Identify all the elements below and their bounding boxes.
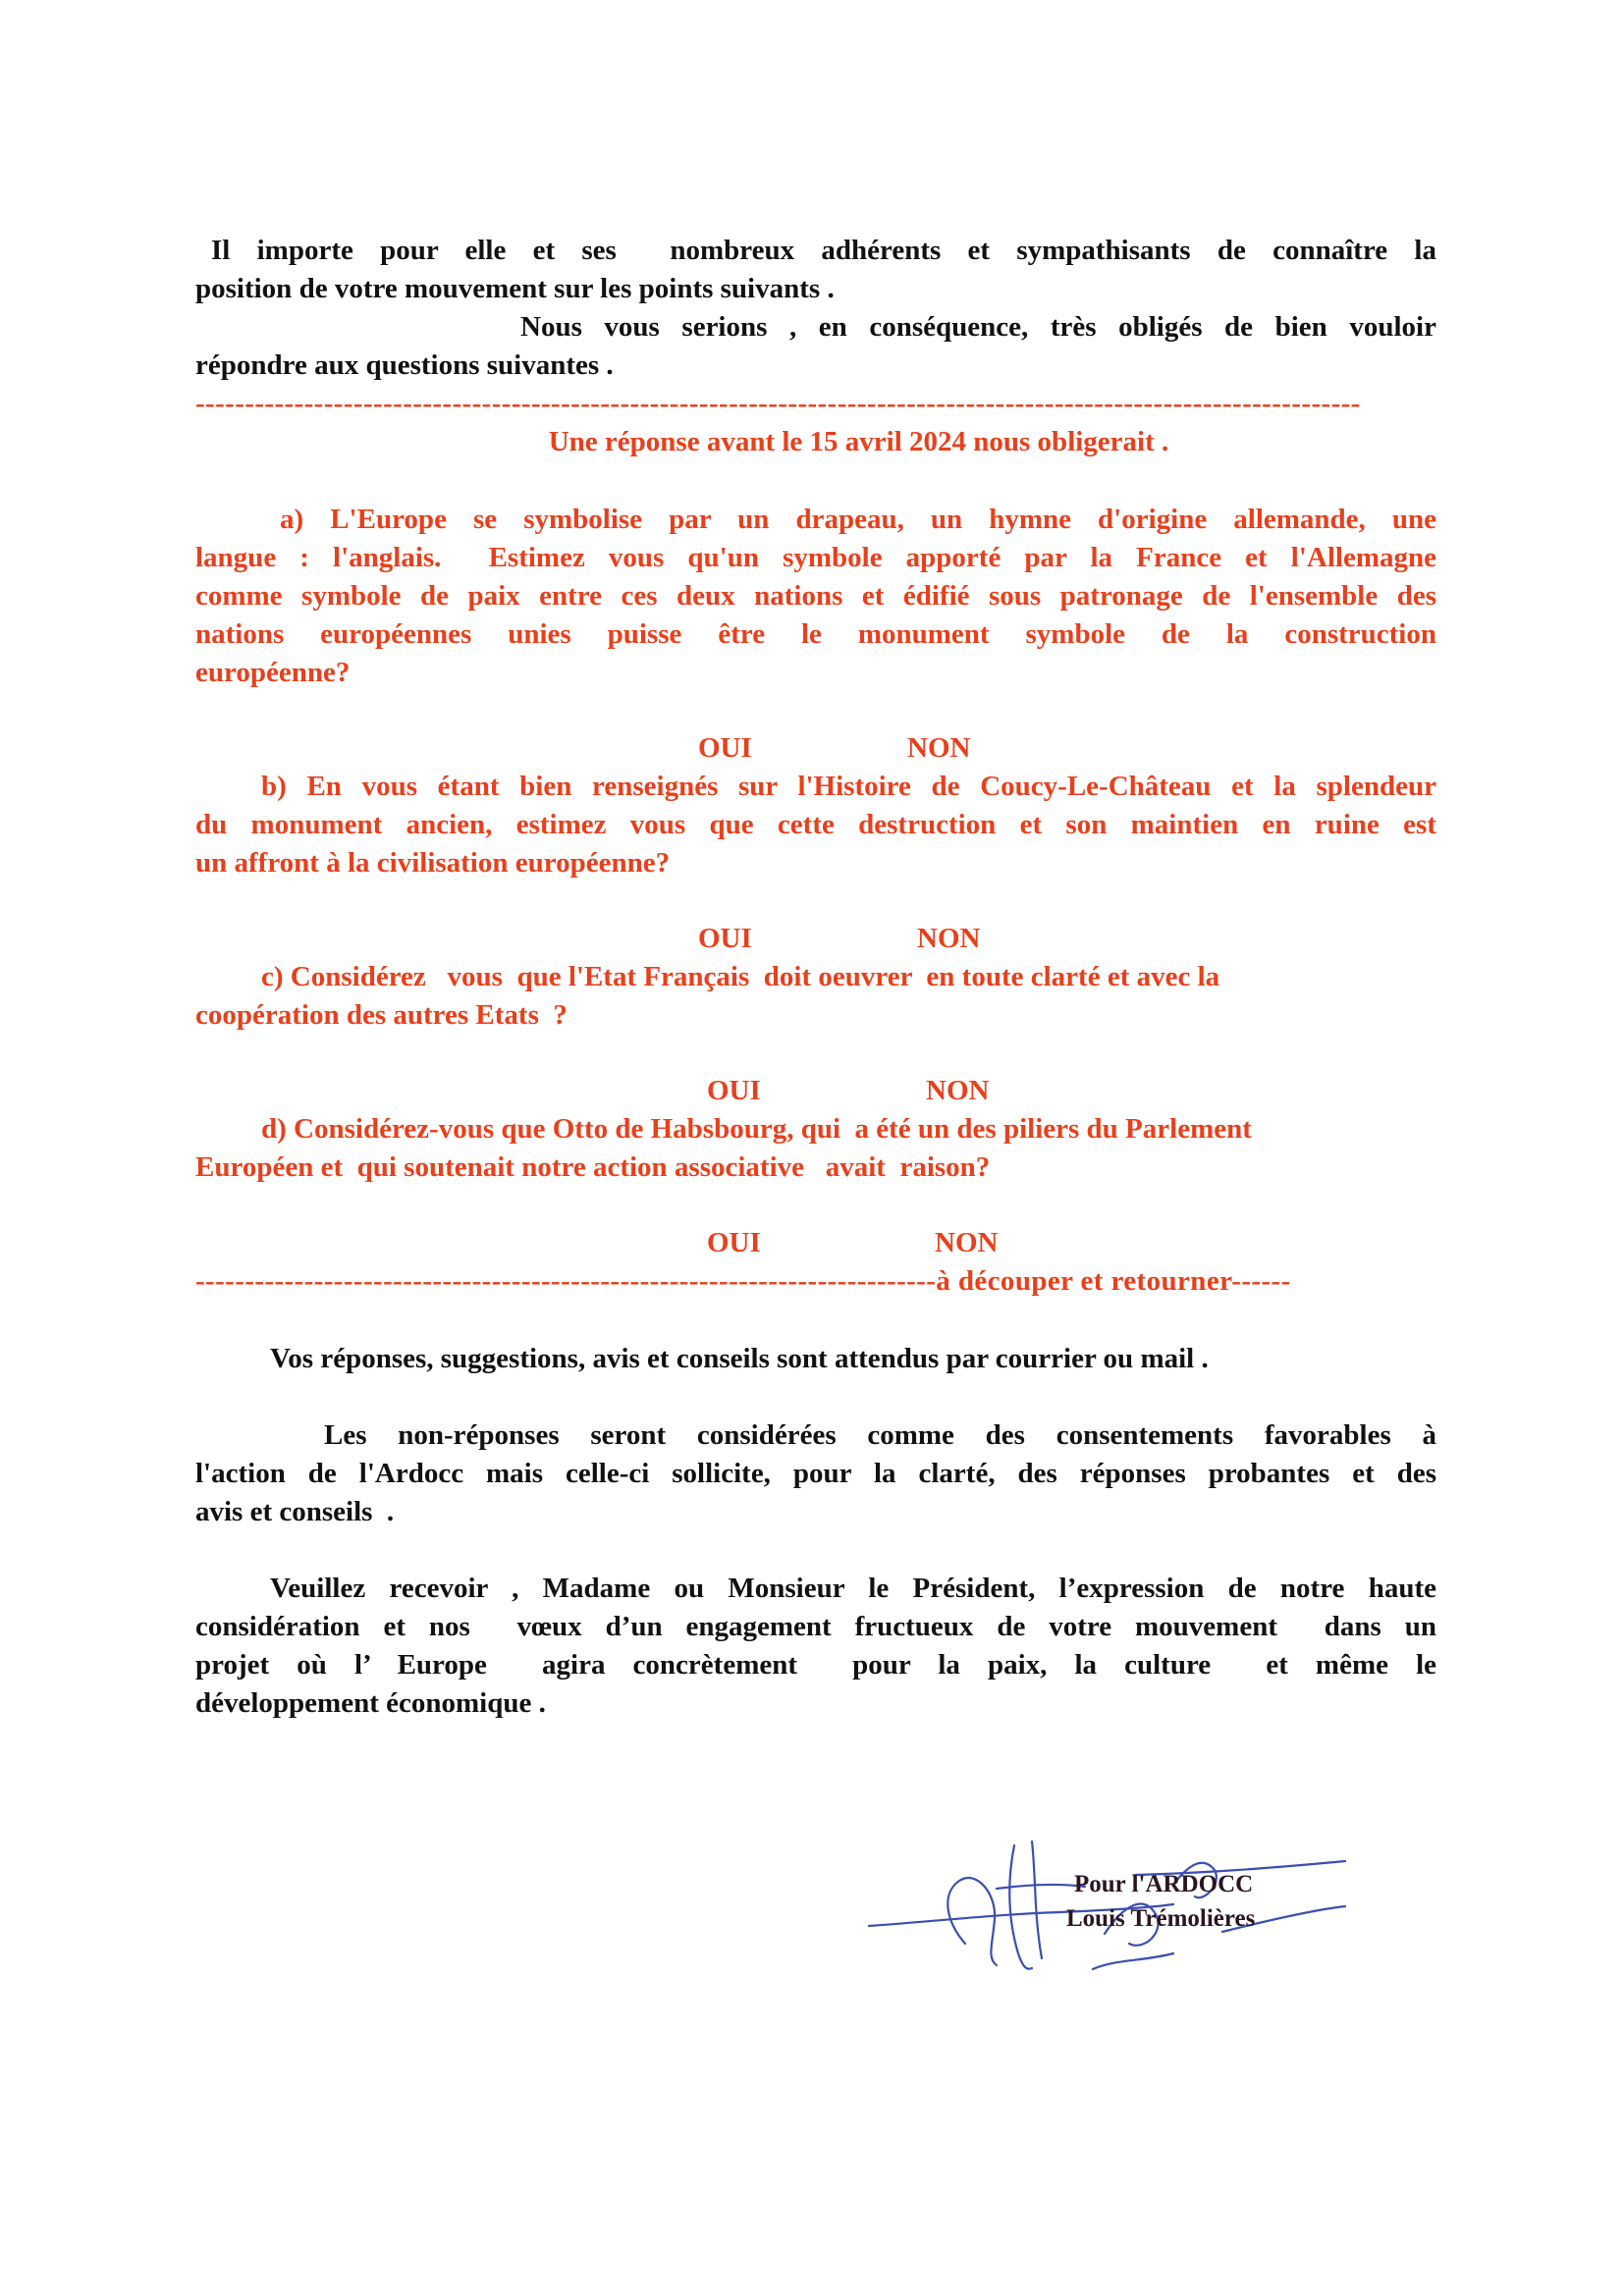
question-a-line-2: langue : l'anglais. Estimez vous qu'un symbole apporté par la France et l'Allemagne	[195, 542, 1436, 573]
signature-block	[849, 1787, 1394, 1998]
intro-line-3: Nous vous serions , en conséquence, très obligés de bien vouloir	[520, 311, 1436, 343]
closing-p2-line-2: l'action de l'Ardocc mais celle-ci sollicite, pour la clarté, des réponses probantes et des	[195, 1458, 1436, 1489]
question-a-line-5: européenne?	[195, 657, 351, 688]
question-a-non-option: NON	[907, 732, 971, 764]
closing-p3-line-1: Veuillez recevoir , Madame ou Monsieur le Président, l’expression de notre haute	[270, 1573, 1436, 1604]
question-b-line-2: du monument ancien, estimez vous que cette destruction et son maintien en ruine est	[195, 809, 1436, 840]
closing-paragraph-1: Vos réponses, suggestions, avis et conseils sont attendus par courrier ou mail .	[270, 1343, 1209, 1374]
question-b-line-1: b) En vous étant bien renseignés sur l'Histoire de Coucy-Le-Château et la splendeur	[261, 771, 1436, 802]
question-b-non-option: NON	[917, 923, 981, 954]
intro-line-1: Il importe pour elle et ses nombreux adhérents et sympathisants de connaître la	[211, 235, 1436, 266]
question-d-non-option: NON	[935, 1227, 999, 1258]
question-b-oui-option: OUI	[698, 923, 752, 954]
closing-p3-line-4: développement économique .	[195, 1687, 546, 1719]
closing-p3-line-3: projet où l’ Europe agira concrètement pour la paix, la culture et même le	[195, 1649, 1436, 1681]
question-a-line-1: a) L'Europe se symbolise par un drapeau, un hymne d'origine allemande, une	[280, 504, 1436, 535]
question-d-line-2: Européen et qui soutenait notre action associative avait raison?	[195, 1151, 991, 1183]
cut-line: ---------------------------------------------------------------------------à découper et retourner------	[195, 1265, 1291, 1297]
question-a-line-4: nations européennes unies puisse être le monument symbole de la construction	[195, 618, 1436, 650]
question-c-line-1: c) Considérez vous que l'Etat Français doit oeuvrer en toute clarté et avec la	[261, 961, 1220, 992]
signature-name: Louis Trémolières	[1066, 1905, 1256, 1932]
question-c-line-2: coopération des autres Etats ?	[195, 999, 568, 1031]
question-d-line-1: d) Considérez-vous que Otto de Habsbourg, qui a été un des piliers du Parlement	[261, 1113, 1252, 1145]
closing-p3-line-2: considération et nos vœux d’un engagement fructueux de votre mouvement dans un	[195, 1611, 1436, 1642]
question-d-oui-option: OUI	[707, 1227, 761, 1258]
question-c-non-option: NON	[926, 1075, 990, 1106]
deadline-notice: Une réponse avant le 15 avril 2024 nous obligerait .	[548, 426, 1169, 457]
intro-line-2: position de votre mouvement sur les points suivants .	[195, 273, 835, 304]
intro-line-4: répondre aux questions suivantes .	[195, 349, 614, 381]
signature-organization: Pour l'ARDOCC	[1074, 1871, 1254, 1897]
question-a-oui-option: OUI	[698, 732, 752, 764]
question-c-oui-option: OUI	[707, 1075, 761, 1106]
closing-p2-line-3: avis et conseils .	[195, 1496, 395, 1527]
question-a-line-3: comme symbole de paix entre ces deux nations et édifié sous patronage de l'ensemble des	[195, 580, 1436, 612]
closing-p2-line-1: Les non-réponses seront considérées comme des consentements favorables à	[324, 1419, 1436, 1451]
question-b-line-3: un affront à la civilisation européenne?	[195, 847, 671, 879]
separator-top: ----------------------------------------------------------------------------------------------------------------------	[195, 388, 1361, 419]
